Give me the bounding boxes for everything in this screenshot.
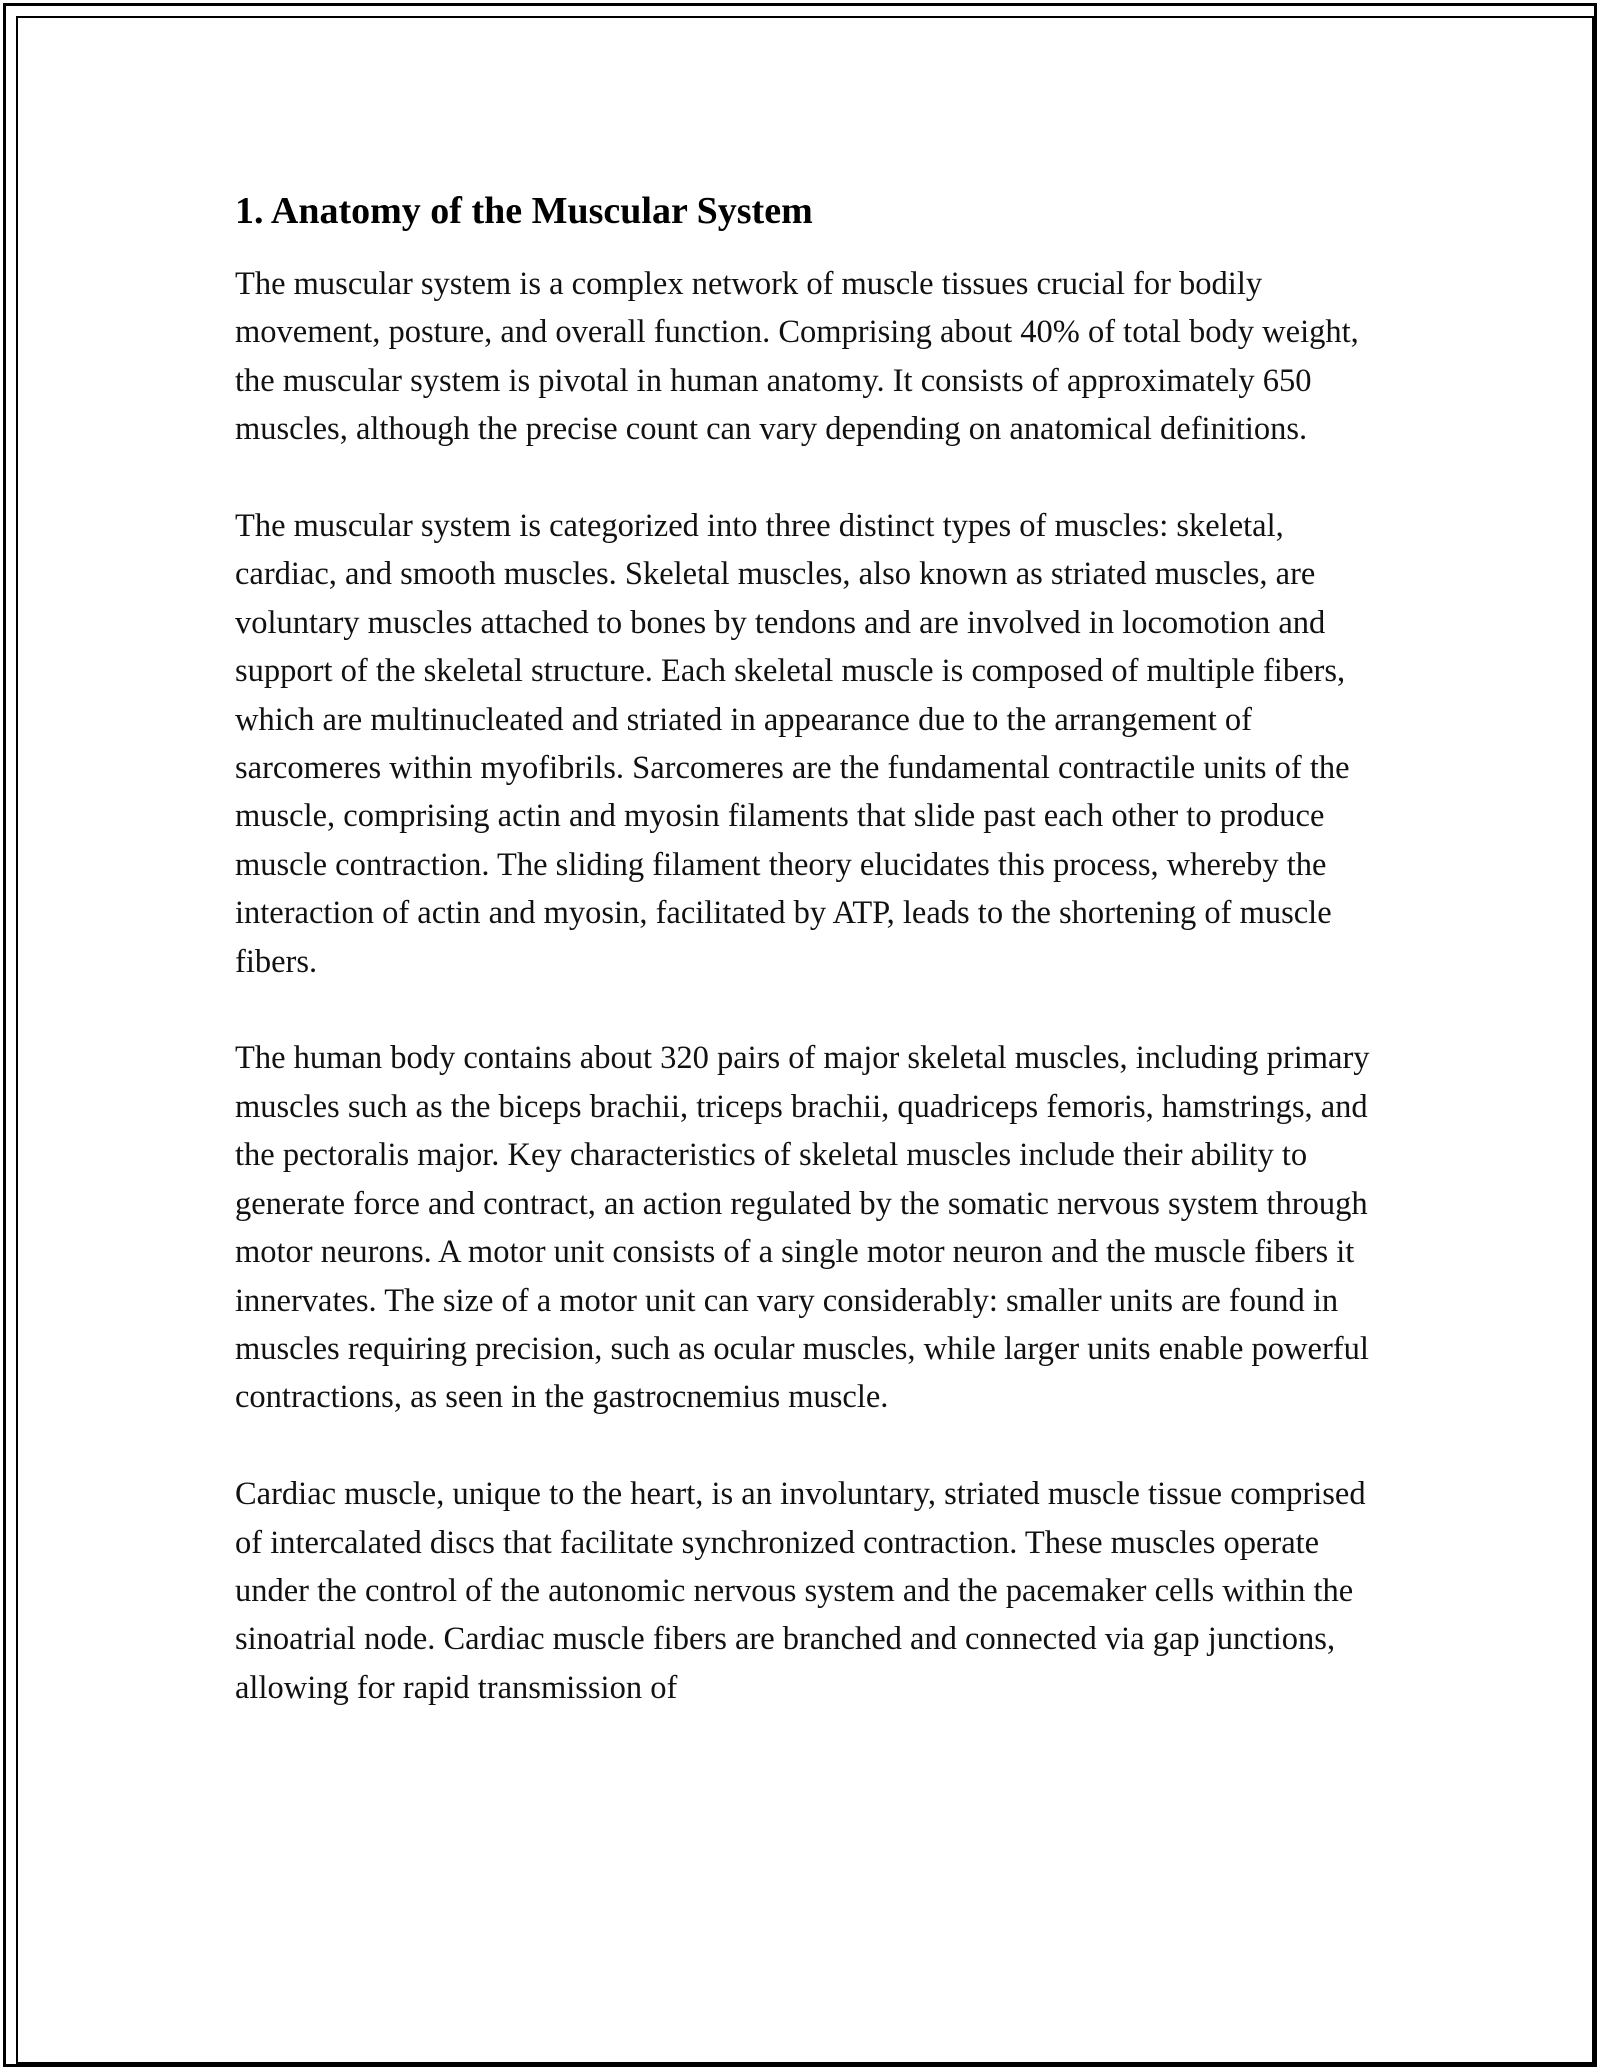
paragraph-overview: The muscular system is a complex network of muscle tissues crucial for bodily movement, posture, and overall function. Comprising about 40% of total body weight, the muscular system is pivotal in human anatomy. It consists of approximately 650 muscles, although the precise count can vary depending on anatomical definitions.	[235, 266, 1359, 448]
section-heading: 1. Anatomy of the Muscular System	[235, 190, 813, 232]
paragraph-muscle-types: The muscular system is categorized into three distinct types of muscles: skeletal, cardiac, and smooth muscles. Skeletal muscles, also known as striated muscles, are voluntary muscles attached to bones by tendons and are involved in locomotion and support of the skeletal structure. Each skeletal muscle is composed of multiple fibers, which are multinucleated and striated in appearance due to the arrangement of sarcomeres within myofibrils. Sarcomeres are the fundamental contractile units of the muscle, comprising actin and myosin filaments that slide past each other to produce muscle contraction. The sliding filament theory elucidates this process, whereby the interaction of actin and myosin, facilitated by ATP, leads to the shortening of muscle fibers.	[235, 508, 1350, 980]
paragraph-skeletal-muscles: The human body contains about 320 pairs of major skeletal muscles, including primary muscles such as the biceps brachii, triceps brachii, quadriceps femoris, hamstrings, and the pectoralis major. Key characteristics of skeletal muscles include their ability to generate force and contract, an action regulated by the somatic nervous system through motor neurons. A motor unit consists of a single motor neuron and the muscle fibers it innervates. The size of a motor unit can vary considerably: smaller units are found in muscles requiring precision, such as ocular muscles, while larger units enable powerful contractions, as seen in the gastrocnemius muscle.	[235, 1040, 1370, 1416]
document-body	[235, 186, 1375, 1761]
paragraph-cardiac-muscle: Cardiac muscle, unique to the heart, is an involuntary, striated muscle tissue comprised of intercalated discs that facilitate synchronized contraction. These muscles operate under the control of the autonomic nervous system and the pacemaker cells within the sinoatrial node. Cardiac muscle fibers are branched and connected via gap junctions, allowing for rapid transmission of	[235, 1476, 1366, 1706]
